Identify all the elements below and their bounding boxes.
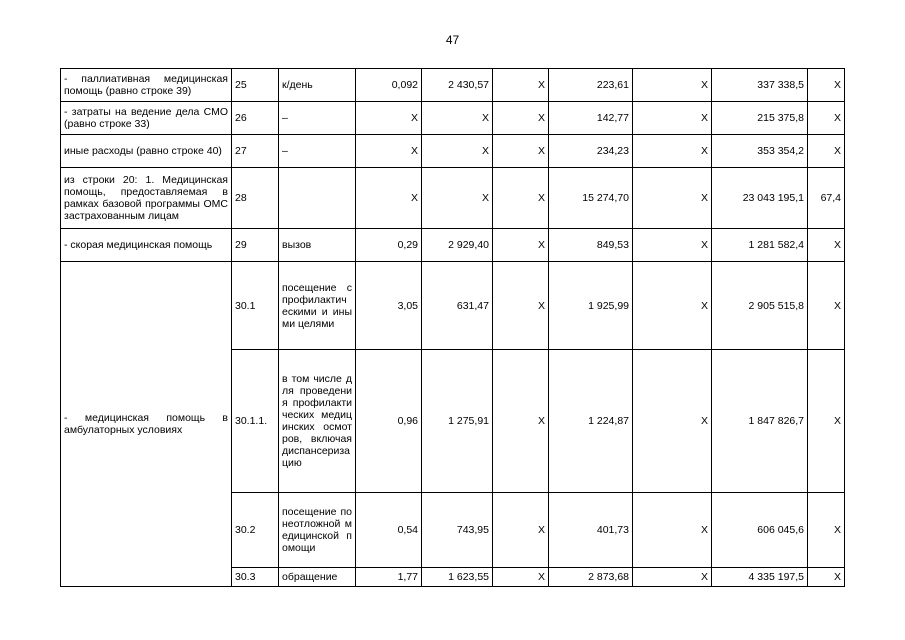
row-value: Х [493, 168, 549, 229]
row-value: 0,29 [356, 229, 422, 262]
row-value: 1 623,55 [422, 568, 493, 587]
row-value: 215 375,8 [712, 102, 808, 135]
row-value: 1 281 582,4 [712, 229, 808, 262]
row-name: - затраты на ведение дела СМО (равно строке 33) [61, 102, 232, 135]
row-value: Х [356, 102, 422, 135]
row-value: 0,96 [356, 350, 422, 493]
row-name: иные расходы (равно строке 40) [61, 135, 232, 168]
row-code: 30.2 [232, 493, 279, 568]
row-value: 1 275,91 [422, 350, 493, 493]
row-value: 0,54 [356, 493, 422, 568]
row-code: 30.3 [232, 568, 279, 587]
row-value: 234,23 [549, 135, 633, 168]
row-value: Х [633, 350, 712, 493]
row-value: Х [808, 229, 845, 262]
row-value: 401,73 [549, 493, 633, 568]
table-row [61, 229, 845, 262]
row-value: 337 338,5 [712, 69, 808, 102]
row-value: Х [633, 168, 712, 229]
row-value: Х [493, 102, 549, 135]
row-code: 30.1.1. [232, 350, 279, 493]
row-value: 1 224,87 [549, 350, 633, 493]
row-value: 606 045,6 [712, 493, 808, 568]
row-value: Х [808, 135, 845, 168]
row-value: 2 905 515,8 [712, 262, 808, 350]
row-value: 353 354,2 [712, 135, 808, 168]
row-code: 25 [232, 69, 279, 102]
row-name: из строки 20: 1. Медицинская помощь, предоставляемая в рамках базовой программы ОМС застрахованным лицам [61, 168, 232, 229]
data-table [60, 68, 845, 587]
row-value: Х [493, 69, 549, 102]
row-unit: – [279, 102, 356, 135]
row-value: 1 925,99 [549, 262, 633, 350]
row-value: 849,53 [549, 229, 633, 262]
row-value: 1,77 [356, 568, 422, 587]
row-name: - паллиативная медицинская помощь (равно строке 39) [61, 69, 232, 102]
row-unit: вызов [279, 229, 356, 262]
row-value: Х [493, 350, 549, 493]
row-code: 30.1 [232, 262, 279, 350]
row-value: Х [808, 493, 845, 568]
row-unit: посещение по неотложной медицинской помощи [279, 493, 356, 568]
row-value: 2 430,57 [422, 69, 493, 102]
row-value: Х [493, 262, 549, 350]
row-value: Х [633, 229, 712, 262]
row-value: 2 873,68 [549, 568, 633, 587]
row-value: Х [633, 262, 712, 350]
row-value: Х [633, 493, 712, 568]
row-value: 743,95 [422, 493, 493, 568]
row-value: 2 929,40 [422, 229, 493, 262]
row-value: Х [633, 69, 712, 102]
table-row [61, 168, 845, 229]
row-unit: – [279, 135, 356, 168]
row-value: Х [422, 168, 493, 229]
row-code: 27 [232, 135, 279, 168]
row-value: 1 847 826,7 [712, 350, 808, 493]
row-value: Х [808, 262, 845, 350]
row-value: Х [356, 135, 422, 168]
row-value: Х [493, 229, 549, 262]
row-unit: в том числе для проведения профилактических медицинских осмотров, включая диспансеризацию [279, 350, 356, 493]
row-name: - скорая медицинская помощь [61, 229, 232, 262]
row-value: Х [356, 168, 422, 229]
row-value: Х [633, 102, 712, 135]
page-number: 47 [445, 33, 460, 47]
row-code: 28 [232, 168, 279, 229]
row-value: Х [808, 102, 845, 135]
table-row [61, 102, 845, 135]
row-unit: обращение [279, 568, 356, 587]
row-value: Х [422, 135, 493, 168]
row-value: Х [808, 568, 845, 587]
row-value: 223,61 [549, 69, 633, 102]
row-value: Х [808, 350, 845, 493]
row-value: Х [633, 568, 712, 587]
row-value: 67,4 [808, 168, 845, 229]
row-unit: к/день [279, 69, 356, 102]
row-value: 3,05 [356, 262, 422, 350]
row-code: 26 [232, 102, 279, 135]
row-name: - медицинская помощь в амбулаторных условиях [61, 262, 232, 587]
row-value: Х [808, 69, 845, 102]
row-code: 29 [232, 229, 279, 262]
row-unit: посещение с профилактическими и иными целями [279, 262, 356, 350]
row-value: 23 043 195,1 [712, 168, 808, 229]
table-row [61, 135, 845, 168]
table-row [61, 69, 845, 102]
row-value: 631,47 [422, 262, 493, 350]
row-value: Х [493, 135, 549, 168]
row-value: Х [493, 568, 549, 587]
row-value: 4 335 197,5 [712, 568, 808, 587]
row-value: Х [422, 102, 493, 135]
row-value: 0,092 [356, 69, 422, 102]
row-value: 15 274,70 [549, 168, 633, 229]
row-value: 142,77 [549, 102, 633, 135]
row-value: Х [493, 493, 549, 568]
row-unit [279, 168, 356, 229]
table-row [61, 262, 845, 350]
row-value: Х [633, 135, 712, 168]
